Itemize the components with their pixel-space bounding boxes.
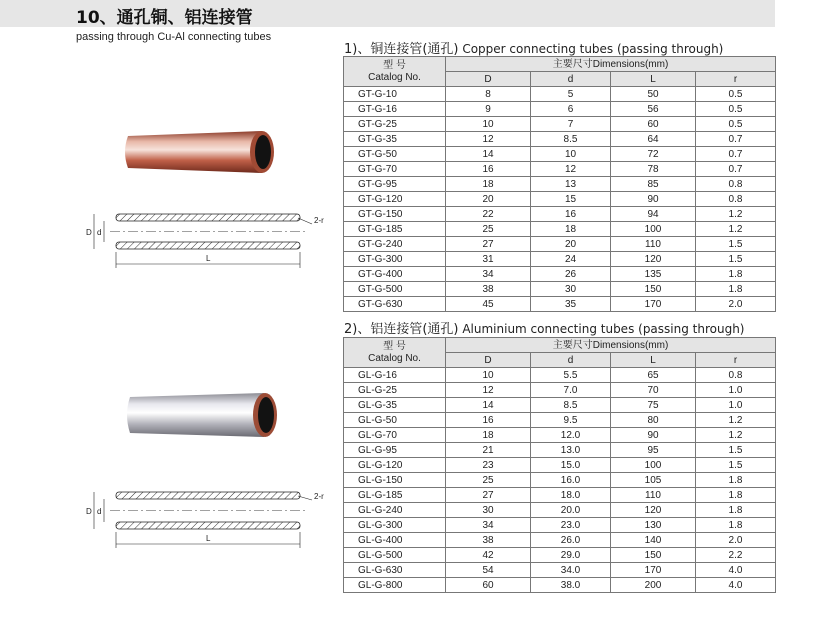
dimension-cell: 35 [531,297,611,312]
dimension-cell: 14 [446,147,531,162]
dim-L-label: L [206,534,211,543]
dimension-cell: 12 [446,383,531,398]
dimension-cell: 38.0 [531,578,611,593]
catalog-no-cell: GT-G-50 [344,147,446,162]
dim-d-label: d [97,507,102,516]
dimension-cell: 50 [611,87,696,102]
table-row [344,237,776,252]
col-L-header: L [611,353,696,368]
dimension-cell: 1.2 [696,413,776,428]
catalog-no-cell: GT-G-16 [344,102,446,117]
col-D-header: D [446,353,531,368]
catalog-no-cell: GT-G-185 [344,222,446,237]
dimension-cell: 1.8 [696,518,776,533]
dimension-cell: 8.5 [531,398,611,413]
dim-r-label: 2-r [314,492,324,501]
catalog-no-cell: GL-G-185 [344,488,446,503]
catalog-no-cell: GT-G-10 [344,87,446,102]
table-row [344,578,776,593]
dimension-cell: 15 [531,192,611,207]
dimension-cell: 1.5 [696,237,776,252]
dimension-cell: 5.5 [531,368,611,383]
dimension-cell: 1.8 [696,282,776,297]
dimension-cell: 1.8 [696,267,776,282]
table-row [344,222,776,237]
copper-heading-en: Copper connecting tubes (passing through) [462,42,724,56]
dimension-cell: 90 [611,428,696,443]
table-row [344,192,776,207]
table-row [344,282,776,297]
dimension-cell: 150 [611,548,696,563]
catalog-no-cell: GL-G-630 [344,563,446,578]
dimension-cell: 54 [446,563,531,578]
dimension-cell: 16 [446,413,531,428]
dimension-cell: 27 [446,488,531,503]
dimension-cell: 200 [611,578,696,593]
catalog-no-cell: GL-G-300 [344,518,446,533]
dimension-cell: 16 [446,162,531,177]
dimension-cell: 23.0 [531,518,611,533]
aluminium-tube-drawing [80,484,330,556]
dimension-cell: 0.5 [696,102,776,117]
dimension-cell: 170 [611,297,696,312]
copper-tube-image [120,128,280,176]
dimension-cell: 64 [611,132,696,147]
dimension-cell: 94 [611,207,696,222]
dimension-cell: 7.0 [531,383,611,398]
dimension-cell: 18 [446,428,531,443]
dimension-cell: 30 [446,503,531,518]
aluminium-table-body [344,368,776,593]
dimension-cell: 105 [611,473,696,488]
dimension-cell: 1.8 [696,473,776,488]
catalog-header-cn: 型 号 [383,59,406,71]
dimension-cell: 1.5 [696,458,776,473]
table-row [344,297,776,312]
copper-table-body [344,87,776,312]
dimension-cell: 12.0 [531,428,611,443]
catalog-no-cell: GL-G-50 [344,413,446,428]
table-row [344,473,776,488]
dimension-cell: 16 [531,207,611,222]
dimension-cell: 60 [611,117,696,132]
dimension-cell: 20 [531,237,611,252]
dimension-cell: 0.7 [696,147,776,162]
dimension-cell: 21 [446,443,531,458]
catalog-no-cell: GT-G-25 [344,117,446,132]
dimension-cell: 70 [611,383,696,398]
dimension-cell: 24 [531,252,611,267]
table-row [344,207,776,222]
dimension-cell: 0.8 [696,177,776,192]
copper-heading-cn: 1)、铜连接管(通孔) [344,42,459,57]
table-row [344,383,776,398]
dimension-cell: 14 [446,398,531,413]
copper-section-heading [344,38,723,57]
catalog-no-cell: GT-G-70 [344,162,446,177]
table-row [344,132,776,147]
dimension-cell: 42 [446,548,531,563]
dimensions-header: 主要尺寸Dimensions(mm) [446,338,776,353]
table-row [344,252,776,267]
dimension-cell: 20 [446,192,531,207]
dimension-cell: 135 [611,267,696,282]
table-row [344,503,776,518]
dimension-cell: 13.0 [531,443,611,458]
dimension-cell: 29.0 [531,548,611,563]
dimension-cell: 15.0 [531,458,611,473]
dimension-cell: 18 [531,222,611,237]
aluminium-heading-cn: 2)、铝连接管(通孔) [344,322,459,337]
dimension-cell: 0.8 [696,192,776,207]
table-row [344,533,776,548]
dimension-cell: 1.2 [696,428,776,443]
dimension-cell: 170 [611,563,696,578]
aluminium-section-heading [344,318,745,337]
catalog-header-en: Catalog No. [368,71,421,83]
dimension-cell: 22 [446,207,531,222]
catalog-no-cell: GL-G-800 [344,578,446,593]
catalog-no-cell: GT-G-35 [344,132,446,147]
table-row [344,563,776,578]
copper-tube-drawing [80,204,330,276]
table-row [344,443,776,458]
dimension-cell: 1.5 [696,443,776,458]
dimension-cell: 34.0 [531,563,611,578]
table-row [344,147,776,162]
dimension-cell: 30 [531,282,611,297]
dim-D-label: D [86,507,92,516]
dimension-cell: 7 [531,117,611,132]
dimension-cell: 100 [611,222,696,237]
page-title: 10、通孔铜、铝连接管 [76,8,253,28]
catalog-header-en: Catalog No. [368,352,421,364]
col-r-header: r [696,353,776,368]
aluminium-tube-image [122,390,282,440]
dimension-cell: 90 [611,192,696,207]
dimension-cell: 1.0 [696,398,776,413]
dimension-cell: 20.0 [531,503,611,518]
dimension-cell: 95 [611,443,696,458]
dimension-cell: 0.5 [696,87,776,102]
dimension-cell: 38 [446,533,531,548]
dimension-cell: 4.0 [696,578,776,593]
dimension-cell: 18 [446,177,531,192]
dimension-cell: 0.8 [696,368,776,383]
dimension-cell: 8 [446,87,531,102]
dimension-cell: 12 [446,132,531,147]
table-row [344,87,776,102]
dimension-cell: 26.0 [531,533,611,548]
copper-spec-table [343,56,776,312]
dimension-cell: 34 [446,267,531,282]
dimension-cell: 1.2 [696,222,776,237]
catalog-no-cell: GL-G-25 [344,383,446,398]
dimension-cell: 12 [531,162,611,177]
dimension-cell: 1.2 [696,207,776,222]
table-row [344,102,776,117]
dimension-cell: 100 [611,458,696,473]
table-row [344,162,776,177]
aluminium-spec-table [343,337,776,593]
col-r-header: r [696,72,776,87]
dimension-cell: 130 [611,518,696,533]
catalog-no-cell: GL-G-500 [344,548,446,563]
dimension-cell: 31 [446,252,531,267]
table-row [344,267,776,282]
catalog-no-cell: GL-G-150 [344,473,446,488]
dimension-cell: 2.2 [696,548,776,563]
dimension-cell: 10 [446,368,531,383]
dimension-cell: 4.0 [696,563,776,578]
dimension-cell: 78 [611,162,696,177]
catalog-no-cell: GT-G-95 [344,177,446,192]
dimension-cell: 26 [531,267,611,282]
dimension-cell: 27 [446,237,531,252]
table-row [344,428,776,443]
dimension-cell: 18.0 [531,488,611,503]
dimension-cell: 2.0 [696,533,776,548]
dimension-cell: 38 [446,282,531,297]
dimension-cell: 120 [611,503,696,518]
dimension-cell: 0.7 [696,132,776,147]
table-row [344,398,776,413]
catalog-no-cell: GT-G-150 [344,207,446,222]
catalog-no-cell: GT-G-400 [344,267,446,282]
dimensions-header: 主要尺寸Dimensions(mm) [446,57,776,72]
dimension-cell: 0.7 [696,162,776,177]
catalog-no-cell: GT-G-120 [344,192,446,207]
dimension-cell: 10 [446,117,531,132]
catalog-no-cell: GT-G-240 [344,237,446,252]
dimension-cell: 6 [531,102,611,117]
dimension-cell: 34 [446,518,531,533]
catalog-header-cn: 型 号 [383,340,406,352]
dimension-cell: 80 [611,413,696,428]
dimension-cell: 16.0 [531,473,611,488]
col-L-header: L [611,72,696,87]
table-row [344,413,776,428]
dimension-cell: 1.0 [696,383,776,398]
table-row [344,458,776,473]
catalog-no-cell: GL-G-240 [344,503,446,518]
catalog-header [344,57,446,87]
col-D-header: D [446,72,531,87]
aluminium-heading-en: Aluminium connecting tubes (passing through) [462,322,745,336]
dimension-cell: 65 [611,368,696,383]
dimension-cell: 1.5 [696,252,776,267]
dimension-cell: 2.0 [696,297,776,312]
dimension-cell: 10 [531,147,611,162]
dimension-cell: 9 [446,102,531,117]
col-d-header: d [531,72,611,87]
dimension-cell: 25 [446,222,531,237]
dimension-cell: 8.5 [531,132,611,147]
catalog-no-cell: GT-G-500 [344,282,446,297]
dimension-cell: 1.8 [696,503,776,518]
table-row [344,518,776,533]
dimension-cell: 75 [611,398,696,413]
dimension-cell: 110 [611,488,696,503]
dimension-cell: 150 [611,282,696,297]
dim-D-label: D [86,228,92,237]
catalog-header [344,338,446,368]
dimension-cell: 56 [611,102,696,117]
dimension-cell: 60 [446,578,531,593]
table-row [344,548,776,563]
dimension-cell: 9.5 [531,413,611,428]
catalog-no-cell: GL-G-400 [344,533,446,548]
dimension-cell: 1.8 [696,488,776,503]
dimension-cell: 13 [531,177,611,192]
table-row [344,488,776,503]
dim-r-label: 2-r [314,216,324,225]
catalog-no-cell: GT-G-630 [344,297,446,312]
table-row [344,177,776,192]
dimension-cell: 110 [611,237,696,252]
catalog-no-cell: GL-G-35 [344,398,446,413]
catalog-no-cell: GL-G-95 [344,443,446,458]
col-d-header: d [531,353,611,368]
dimension-cell: 120 [611,252,696,267]
dimension-cell: 45 [446,297,531,312]
table-row [344,368,776,383]
catalog-no-cell: GL-G-70 [344,428,446,443]
page-subtitle: passing through Cu-Al connecting tubes [76,31,272,43]
dimension-cell: 140 [611,533,696,548]
dimension-cell: 85 [611,177,696,192]
dimension-cell: 72 [611,147,696,162]
catalog-no-cell: GL-G-120 [344,458,446,473]
dim-L-label: L [206,254,211,263]
dimension-cell: 25 [446,473,531,488]
dimension-cell: 5 [531,87,611,102]
catalog-no-cell: GT-G-300 [344,252,446,267]
dimension-cell: 0.5 [696,117,776,132]
table-row [344,117,776,132]
dimension-cell: 23 [446,458,531,473]
catalog-no-cell: GL-G-16 [344,368,446,383]
dim-d-label: d [97,228,102,237]
